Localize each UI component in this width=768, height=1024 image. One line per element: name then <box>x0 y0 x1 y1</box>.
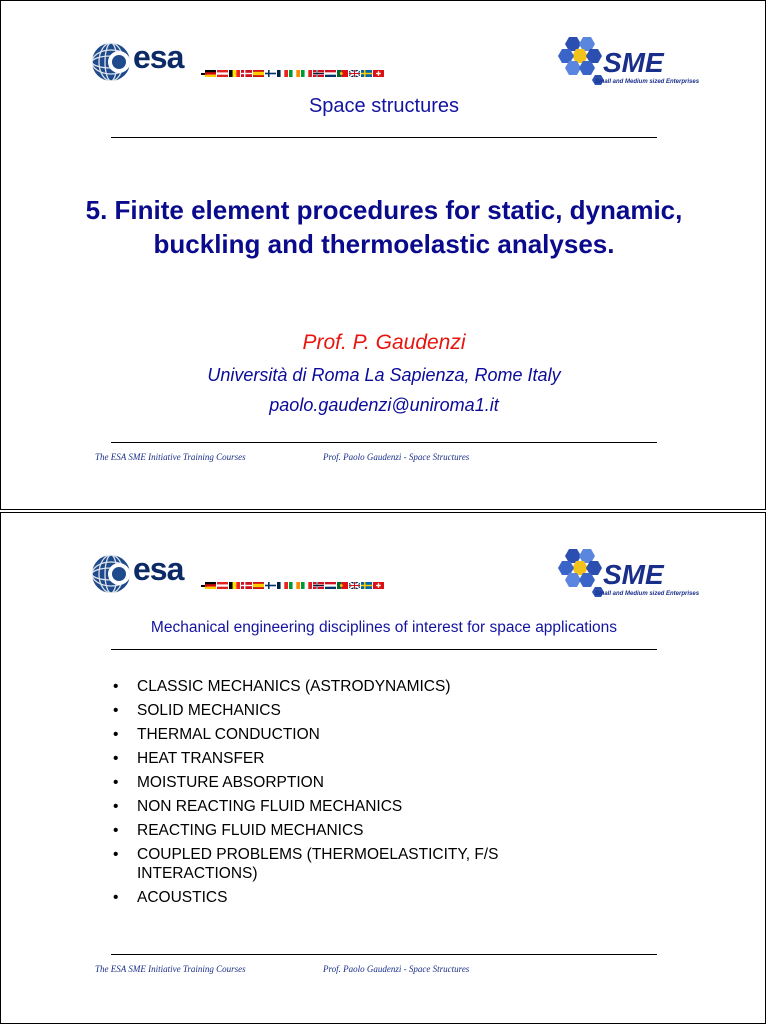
list-item <box>113 888 673 907</box>
flag-uk-icon <box>349 70 360 77</box>
flag-netherlands-icon <box>325 70 336 77</box>
sme-wordmark: SME <box>603 559 664 590</box>
footer-author: Prof. Paolo Gaudenzi - Space Structures <box>323 964 470 974</box>
esa-globe-icon <box>89 41 133 83</box>
flag-france-icon <box>277 70 288 77</box>
list-item <box>113 845 527 883</box>
footer-author: Prof. Paolo Gaudenzi - Space Structures <box>323 452 470 462</box>
list-item <box>113 725 673 744</box>
bullet-dot: • <box>113 774 119 791</box>
header-rule <box>111 649 657 650</box>
discipline-list <box>113 677 673 912</box>
list-item-text: MOISTURE ABSORPTION <box>137 774 324 791</box>
flag-portugal-icon <box>337 70 348 77</box>
list-item-text: COUPLED PROBLEMS (THERMOELASTICITY, F/S INTERACTIONS) <box>137 846 499 882</box>
sme-logo <box>555 543 703 605</box>
flag-austria-icon <box>217 70 228 77</box>
flag-uk-icon <box>349 582 360 589</box>
flag-switzerland-icon <box>373 582 384 589</box>
esa-wordmark: esa <box>133 39 184 75</box>
flag-austria-icon <box>217 582 228 589</box>
flag-italy-icon <box>301 70 312 77</box>
flag-ireland-icon <box>289 70 300 77</box>
list-item-text: SOLID MECHANICS <box>137 702 281 719</box>
member-flags <box>205 582 384 589</box>
flag-italy-icon <box>301 582 312 589</box>
flag-denmark-icon <box>241 70 252 77</box>
bullet-dot: • <box>113 750 119 767</box>
flag-portugal-icon <box>337 582 348 589</box>
list-item-text: CLASSIC MECHANICS (ASTRODYNAMICS) <box>137 678 451 695</box>
list-item-text: REACTING FLUID MECHANICS <box>137 822 364 839</box>
member-flags <box>205 70 384 77</box>
bullet-dot: • <box>113 798 119 815</box>
list-item <box>113 749 673 768</box>
slide-2 <box>0 512 766 1024</box>
sme-wordmark: SME <box>603 47 664 78</box>
flag-norway-icon <box>313 582 324 589</box>
bullet-dot: • <box>113 846 119 863</box>
list-item <box>113 797 673 816</box>
author-email: paolo.gaudenzi@uniroma1.it <box>269 395 499 415</box>
slide-subtitle: Space structures <box>308 95 460 117</box>
list-item-text: NON REACTING FLUID MECHANICS <box>137 798 403 815</box>
flag-finland-icon <box>265 582 276 589</box>
bullet-dot: • <box>113 702 119 719</box>
list-item <box>113 677 673 696</box>
flag-spain-icon <box>253 70 264 77</box>
esa-wordmark: esa <box>133 551 184 587</box>
flag-belgium-icon <box>229 70 240 77</box>
footer-rule <box>111 954 657 955</box>
bullet-dot: • <box>113 822 119 839</box>
sme-tagline: Small and Medium sized Enterprises <box>595 591 700 597</box>
flag-finland-icon <box>265 70 276 77</box>
affiliation: Università di Roma La Sapienza, Rome Italy <box>207 365 561 385</box>
flag-switzerland-icon <box>373 70 384 77</box>
flag-sweden-icon <box>361 582 372 589</box>
flag-sweden-icon <box>361 70 372 77</box>
bullet-dot: • <box>113 726 119 743</box>
list-item <box>113 821 673 840</box>
flag-germany-icon <box>205 70 216 77</box>
list-item-text: HEAT TRANSFER <box>137 750 265 767</box>
flag-ireland-icon <box>289 582 300 589</box>
bullet-dot: • <box>113 678 119 695</box>
esa-globe-icon <box>89 553 133 595</box>
flag-denmark-icon <box>241 582 252 589</box>
slide-1 <box>0 0 766 510</box>
lecture-title: 5. Finite element procedures for static, dynamic, buckling and thermoelastic analyses. <box>85 195 683 259</box>
footer-rule <box>111 442 657 443</box>
header-rule <box>111 137 657 138</box>
flag-france-icon <box>277 582 288 589</box>
flag-germany-icon <box>205 582 216 589</box>
footer-course: The ESA SME Initiative Training Courses <box>95 964 246 974</box>
footer-course: The ESA SME Initiative Training Courses <box>95 452 246 462</box>
esa-logo <box>89 39 419 89</box>
slide-subtitle: Mechanical engineering disciplines of interest for space applications <box>150 619 618 636</box>
flag-norway-icon <box>313 70 324 77</box>
list-item-text: THERMAL CONDUCTION <box>137 726 320 743</box>
list-item <box>113 773 673 792</box>
list-item-text: ACOUSTICS <box>137 889 228 906</box>
bullet-dot: • <box>113 889 119 906</box>
author-name: Prof. P. Gaudenzi <box>302 331 466 354</box>
sme-logo <box>555 31 703 93</box>
esa-logo <box>89 551 419 601</box>
flag-belgium-icon <box>229 582 240 589</box>
list-item <box>113 701 673 720</box>
flag-spain-icon <box>253 582 264 589</box>
sme-tagline: Small and Medium sized Enterprises <box>595 79 700 85</box>
flag-netherlands-icon <box>325 582 336 589</box>
